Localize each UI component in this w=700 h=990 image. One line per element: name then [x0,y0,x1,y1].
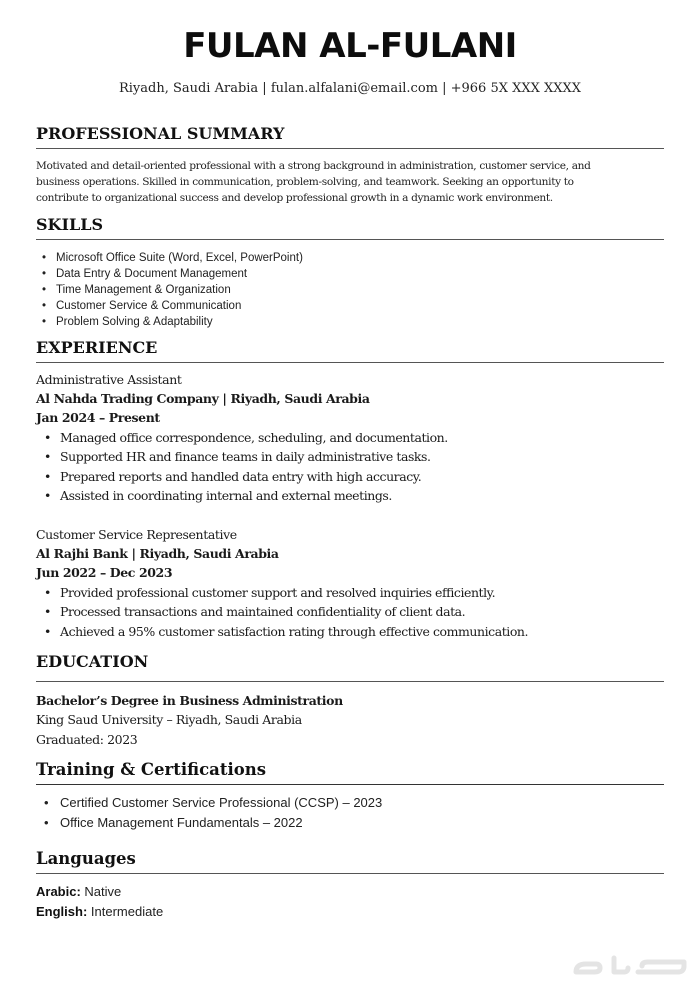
language-name: English: [36,904,88,919]
job-title: Administrative Assistant [36,372,182,387]
training-item: • Certified Customer Service Professional (CCSP) – 2023 [36,793,382,813]
skill-item: • Microsoft Office Suite (Word, Excel, PowerPoint) [36,250,303,266]
summary-line: business operations. Skilled in communication, problem-solving, and teamwork. Seeking an opportunity to [36,176,574,188]
education-graduated: Graduated: 2023 [36,732,138,747]
language-name: Arabic: [36,884,81,899]
skill-item: • Problem Solving & Adaptability [36,314,303,330]
skill-item: • Data Entry & Document Management [36,266,303,282]
job-dates: Jun 2022 – Dec 2023 [36,565,173,580]
job-bullets [36,583,528,641]
job-bullet: • Achieved a 95% customer satisfaction rating through effective communication. [36,622,528,641]
job-bullet: • Managed office correspondence, scheduling, and documentation. [36,428,448,447]
job-bullets [36,428,448,505]
training-list [36,793,382,833]
training-heading: Training & Certifications [36,760,664,785]
job-bullet: • Processed transactions and maintained confidentiality of client data. [36,602,528,621]
job-bullet: • Provided professional customer support and resolved inquiries efficiently. [36,583,528,602]
job-dates: Jan 2024 – Present [36,410,160,425]
job-bullet: • Prepared reports and handled data entry with high accuracy. [36,467,448,486]
education-degree: Bachelor’s Degree in Business Administration [36,693,343,708]
skills-list [36,250,303,330]
language-level: Intermediate [90,904,164,919]
job-company: Al Rajhi Bank | Riyadh, Saudi Arabia [36,546,279,561]
haraj-watermark-logo [570,950,690,980]
language-level: Native [84,884,122,899]
skills-heading: SKILLS [36,215,664,240]
watermark-glyphs [576,958,684,972]
job-company: Al Nahda Trading Company | Riyadh, Saudi Arabia [36,391,370,406]
summary-text [36,158,664,206]
job-bullet: • Supported HR and finance teams in daily administrative tasks. [36,447,448,466]
summary-line: Motivated and detail-oriented professional with a strong background in administration, customer service, and [36,160,591,172]
job-title: Customer Service Representative [36,527,237,542]
experience-heading: EXPERIENCE [36,338,664,363]
language-item [36,902,163,922]
language-item [36,882,121,902]
summary-line: contribute to organizational success and develop professional growth in a dynamic work environment. [36,192,553,204]
training-item: • Office Management Fundamentals – 2022 [36,813,382,833]
skill-item: • Time Management & Organization [36,282,303,298]
job-bullet: • Assisted in coordinating internal and external meetings. [36,486,448,505]
candidate-name: FULAN AL-FULANI [183,26,517,66]
summary-heading: PROFESSIONAL SUMMARY [36,124,664,149]
languages-heading: Languages [36,849,664,874]
contact-info: Riyadh, Saudi Arabia | fulan.alfalani@email.com | +966 5X XXX XXXX [118,81,582,96]
skill-item: • Customer Service & Communication [36,298,303,314]
education-school: King Saud University – Riyadh, Saudi Arabia [36,712,302,727]
education-heading: EDUCATION [36,652,664,682]
